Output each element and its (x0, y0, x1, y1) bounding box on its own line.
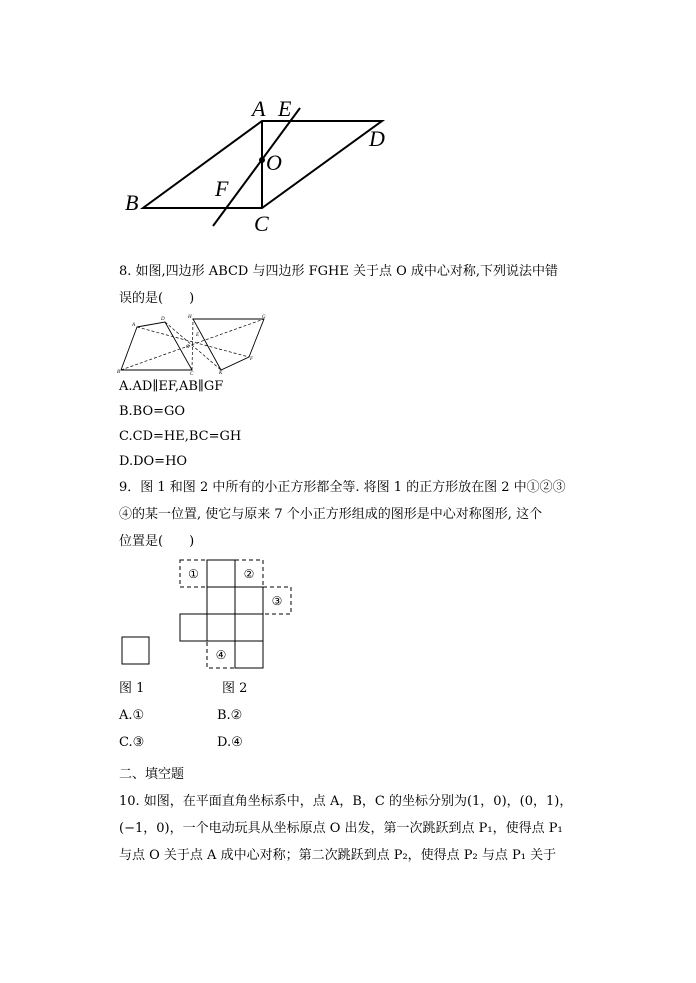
grid-square (235, 614, 263, 641)
q10-stem-line3: 与点 O 关于点 A 成中心对称；第二次跳跃到点 P₂，使得点 P₂ 与点 P₁ 关于 (119, 848, 557, 863)
dashed-a-f (137, 327, 249, 357)
q8-stem-line2: 误的是( ) (119, 291, 195, 306)
q8-label-k: K (219, 371, 223, 376)
q8-label-b: B (117, 370, 121, 375)
q8-option-c: C.CD=HE,BC=GH (119, 429, 242, 444)
label-f: F (215, 176, 229, 201)
grid-square (235, 587, 263, 614)
fig1-caption: 图 1 (119, 681, 145, 696)
figure1-square (122, 637, 149, 664)
q8-stem-line1: 8. 如图,四边形 ABCD 与四边形 FGHE 关于点 O 成中心对称,下列说法中错 (119, 264, 559, 279)
q8-label-c: C (190, 372, 194, 377)
q8-label-o: O (186, 345, 190, 350)
dashed-c-h (192, 319, 193, 370)
section-heading: 二、填空题 (119, 767, 185, 782)
q8-label-f: F (250, 357, 254, 362)
point-o (259, 157, 265, 163)
q8-label-e: E (196, 333, 200, 338)
parallelogram-figure (120, 90, 400, 240)
label-c: C (254, 211, 269, 236)
q10-stem-line2: (−1，0)，一个电动玩具从坐标原点 O 出发，第一次跳跃到点 P₁，使得点 P₁ (119, 821, 563, 836)
mark-2: ② (243, 567, 255, 581)
q10-stem-line1: 10. 如图，在平面直角坐标系中，点 A，B，C 的坐标分别为(1，0)，(0，1)， (119, 794, 573, 809)
q9-stem-line3: 位置是( ) (119, 534, 195, 549)
q8-option-b: B.BO=GO (119, 404, 186, 419)
q9-option-a: A.① (119, 708, 145, 723)
grid-square (180, 614, 207, 641)
q9-stem-line2: ④的某一位置, 使它与原来 7 个小正方形组成的图形是中心对称图形, 这个 (119, 507, 543, 522)
q8-label-h: H (188, 315, 192, 320)
grid-square (207, 614, 235, 641)
q9-option-b: B.② (217, 708, 243, 723)
mark-3: ③ (271, 594, 283, 608)
q8-label-g: G (262, 315, 266, 320)
q9-option-d: D.④ (217, 735, 243, 750)
grid-square (207, 560, 235, 587)
label-e: E (278, 96, 292, 121)
label-a: A (252, 96, 266, 121)
q8-figure (117, 312, 280, 377)
q8-label-d: D (161, 317, 165, 322)
mark-1: ① (188, 567, 199, 581)
q9-figures (118, 555, 298, 675)
mark-4: ④ (215, 648, 227, 662)
quad-fghe (193, 319, 264, 370)
label-d: D (369, 126, 385, 151)
q8-option-a: A.AD∥EF,AB∥GF (119, 379, 224, 394)
q8-option-d: D.DO=HO (119, 454, 188, 469)
quad-abcd (121, 322, 192, 370)
fig2-caption: 图 2 (222, 681, 248, 696)
q8-label-a: A (132, 323, 136, 328)
label-b: B (125, 190, 139, 215)
q9-option-c: C.③ (119, 735, 145, 750)
q9-stem-line1: 9．图 1 和图 2 中所有的小正方形都全等. 将图 1 的正方形放在图 2 中①②③ (119, 480, 566, 495)
grid-square (235, 641, 263, 668)
label-o: O (266, 150, 282, 175)
grid-square (207, 587, 235, 614)
